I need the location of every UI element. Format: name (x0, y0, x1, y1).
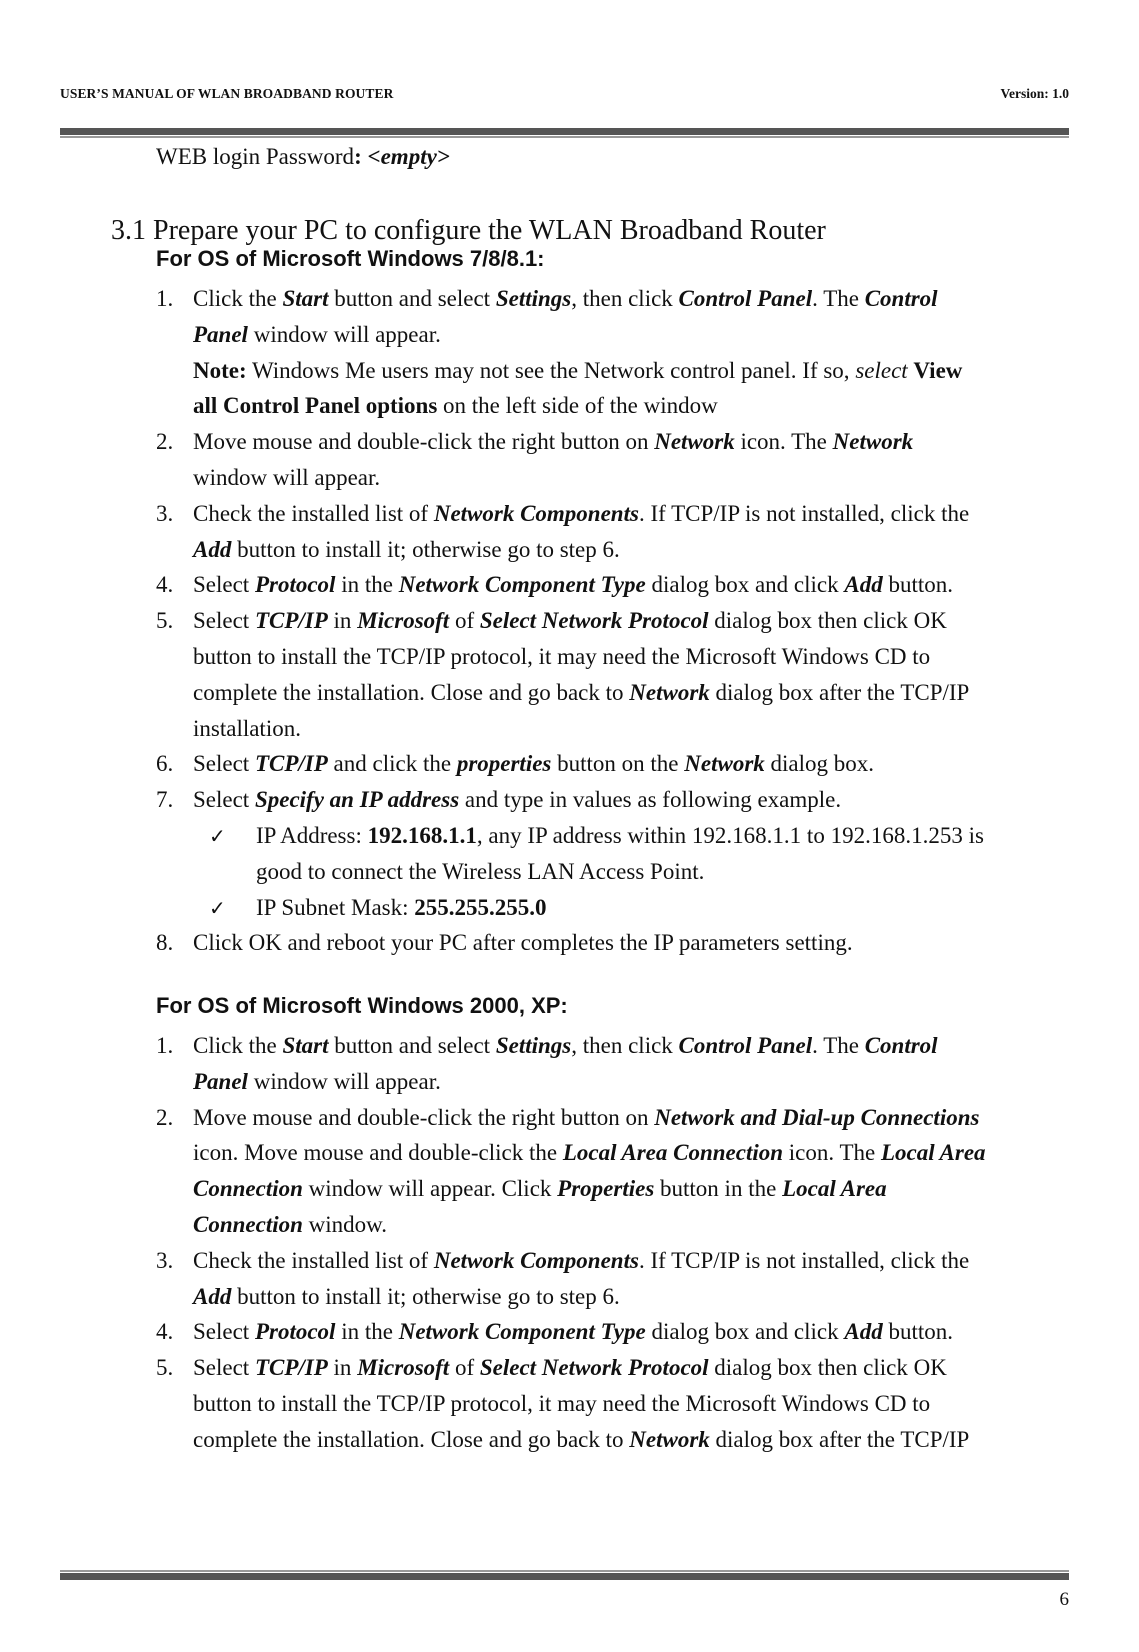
text-run: Windows Me users may not see the Network control panel. If so, (246, 357, 856, 383)
login-password-line (156, 144, 450, 170)
text-run: Panel (193, 1068, 248, 1094)
text-run: and type in values as following example. (459, 787, 842, 813)
step-line (193, 393, 718, 419)
step-line (193, 787, 841, 813)
text-run: . If TCP/IP is not installed, click the (638, 500, 970, 526)
text-run: . The (812, 1033, 865, 1058)
text-run: Local Area (782, 1176, 887, 1202)
text-run: complete the installation. Close and go back to (193, 1426, 630, 1452)
text-run: TCP/IP (254, 608, 328, 634)
text-run: icon. The (734, 429, 833, 455)
step-line (193, 1248, 969, 1274)
text-run: Network Component Type (398, 1319, 646, 1345)
text-run: window will appear. (193, 465, 381, 490)
step-number: 7. (156, 787, 174, 813)
step-line (193, 1140, 986, 1166)
step-number: 5. (156, 608, 174, 634)
text-run: button. (882, 1319, 954, 1345)
step-line (193, 1105, 979, 1131)
text-run: in (327, 608, 358, 634)
text-run: and click the (327, 751, 457, 777)
text-run: window will appear. (247, 321, 441, 347)
step-line (193, 930, 853, 956)
header-title: USER’S MANUAL OF WLAN BROADBAND ROUTER (60, 86, 394, 101)
text-run: dialog box then click OK (708, 608, 947, 634)
text-run: Network (832, 429, 914, 455)
text-run: button to install the TCP/IP protocol, it may need the Microsoft Windows CD to (193, 1391, 931, 1416)
step-line (193, 1355, 947, 1381)
page-header (60, 86, 1069, 106)
text-run: select (855, 357, 908, 383)
bullet-line (256, 895, 547, 921)
text-run: Select (193, 1355, 255, 1381)
text-run: Network (629, 679, 710, 705)
step-line (193, 1391, 930, 1417)
text-run: Click OK and reboot your PC after completes the IP parameters setting. (193, 930, 853, 956)
text-run: of (449, 608, 480, 634)
text-run: Network Component Type (398, 572, 646, 598)
text-run: button and select (328, 286, 496, 311)
text-run: icon. The (783, 1140, 881, 1166)
step-line (193, 644, 930, 670)
text-run: Check the installed list of (193, 1247, 434, 1273)
step-number: 1. (156, 1033, 174, 1058)
step-line (193, 501, 969, 527)
login-value: <empty> (367, 144, 450, 169)
step-line (193, 751, 874, 777)
text-run: Move mouse and double-click the right button on (193, 429, 655, 455)
win2000-heading: For OS of Microsoft Windows 2000, XP: (156, 993, 568, 1018)
text-run: Control Panel (678, 1033, 813, 1058)
text-run: Note: (193, 357, 247, 383)
text-run: button in the (654, 1176, 783, 1202)
text-run: Select Network Protocol (479, 1355, 709, 1381)
text-run: Click the (193, 286, 283, 311)
text-run: Protocol (254, 1319, 336, 1345)
step-line (193, 1319, 953, 1345)
step-line (193, 1212, 387, 1238)
step-number: 2. (156, 429, 174, 455)
step-number: 2. (156, 1104, 174, 1130)
text-run: in the (335, 1319, 399, 1345)
text-run: Select (193, 572, 255, 598)
text-run: Add (844, 1319, 883, 1345)
text-run: button to install it; otherwise go to step 6. (231, 536, 620, 562)
win7-heading: For OS of Microsoft Windows 7/8/8.1: (156, 246, 545, 271)
text-run: TCP/IP (254, 1355, 328, 1381)
text-run: dialog box after the TCP/IP (709, 679, 970, 705)
text-run: installation. (193, 715, 301, 741)
step-line (193, 537, 620, 563)
step-line (193, 429, 913, 455)
text-run: , then click (571, 1033, 679, 1058)
text-run: complete the installation. Close and go back to (193, 679, 630, 705)
step-line (193, 358, 962, 384)
text-run: Network (684, 751, 765, 777)
text-run: good to connect the Wireless LAN Access Point. (256, 858, 705, 884)
bullet-line (256, 823, 984, 849)
text-run: Network (629, 1426, 710, 1452)
checkmark-icon: ✓ (209, 895, 226, 920)
text-run: in the (335, 572, 399, 598)
text-run: Microsoft (357, 608, 450, 634)
text-run: Add (193, 536, 232, 562)
text-run: button on the (551, 751, 685, 777)
login-colon: : (354, 144, 362, 169)
header-rule (60, 128, 1069, 135)
step-line (193, 1069, 441, 1095)
text-run: View (913, 357, 963, 383)
step-number: 6. (156, 751, 174, 777)
step-number: 3. (156, 1247, 174, 1273)
text-run: Move mouse and double-click the right button on (193, 1104, 655, 1130)
text-run: button to install it; otherwise go to step 6. (231, 1283, 620, 1309)
text-run: Start (282, 286, 329, 311)
login-label: WEB login Password (156, 144, 355, 169)
text-run: Network Components (433, 500, 639, 526)
text-run: Microsoft (357, 1355, 450, 1381)
text-run: dialog box then click OK (708, 1355, 947, 1381)
text-run: 255.255.255.0 (414, 894, 547, 920)
text-run: dialog box after the TCP/IP (709, 1426, 970, 1452)
step-line (193, 716, 301, 742)
text-run: Select (193, 751, 255, 777)
text-run: Network (654, 429, 735, 455)
text-run: Settings (495, 286, 572, 311)
step-line (193, 1033, 938, 1059)
text-run: dialog box. (764, 751, 875, 777)
text-run: button to install the TCP/IP protocol, it may need the Microsoft Windows CD to (193, 644, 931, 669)
step-number: 4. (156, 1319, 174, 1345)
text-run: Specify an IP address (254, 787, 460, 813)
step-number: 8. (156, 930, 174, 956)
step-line (193, 680, 969, 706)
text-run: Network Components (433, 1247, 639, 1273)
text-run: Select (193, 1319, 255, 1345)
text-run: Local Area (881, 1140, 986, 1166)
step-number: 5. (156, 1355, 174, 1381)
text-run: window. (302, 1212, 388, 1237)
text-run: Select Network Protocol (479, 608, 709, 634)
step-number: 1. (156, 286, 174, 311)
footer-rule (60, 1570, 1069, 1572)
step-line (193, 572, 953, 598)
text-run: Select (193, 608, 255, 634)
step-line (193, 608, 947, 634)
text-run: Network and Dial-up Connections (654, 1104, 980, 1130)
text-run: Connection (193, 1176, 303, 1202)
text-run: all Control Panel options (193, 393, 438, 419)
checkmark-icon: ✓ (209, 824, 226, 848)
text-run: Properties (557, 1176, 655, 1202)
step-line (193, 286, 938, 312)
text-run: Select (193, 787, 255, 813)
section-title: 3.1 Prepare your PC to configure the WLAN Broadband Router (111, 215, 826, 246)
text-run: dialog box and click (645, 572, 845, 598)
text-run: Control (864, 1033, 938, 1058)
header-version: Version: 1.0 (1000, 86, 1069, 101)
text-run: , any IP address within 192.168.1.1 to 192.168.1.253 is (476, 823, 984, 848)
text-run: Check the installed list of (193, 500, 434, 526)
step-line (193, 465, 380, 491)
text-run: . If TCP/IP is not installed, click the (638, 1247, 970, 1273)
text-run: icon. Move mouse and double-click the (193, 1140, 563, 1166)
text-run: IP Address: (256, 823, 368, 848)
text-run: Add (193, 1283, 232, 1309)
text-run: Control Panel (678, 286, 813, 311)
step-line (193, 1427, 969, 1453)
text-run: Click the (193, 1033, 283, 1058)
text-run: Local Area Connection (562, 1140, 784, 1166)
step-number: 3. (156, 500, 174, 526)
text-run: TCP/IP (254, 751, 328, 777)
text-run: Start (282, 1033, 329, 1058)
step-line (193, 322, 441, 348)
text-run: Panel (193, 321, 248, 347)
step-line (193, 1284, 620, 1310)
text-run: window will appear. Click (302, 1176, 558, 1202)
text-run: of (449, 1355, 480, 1381)
text-run: IP Subnet Mask: (256, 894, 415, 920)
text-run: Protocol (254, 572, 336, 598)
text-run: Connection (193, 1212, 303, 1237)
text-run: window will appear. (247, 1068, 441, 1094)
text-run: dialog box and click (645, 1319, 845, 1345)
text-run: on the left side of the window (437, 393, 718, 419)
text-run: . The (812, 286, 865, 311)
text-run: properties (456, 751, 552, 777)
text-run: Add (844, 572, 883, 598)
text-run: button and select (328, 1033, 496, 1058)
step-line (193, 1176, 887, 1202)
page-number: 6 (1059, 1589, 1069, 1610)
text-run: Settings (495, 1033, 572, 1058)
text-run: 192.168.1.1 (367, 823, 477, 848)
text-run: button. (882, 572, 954, 598)
text-run: , then click (571, 286, 679, 311)
text-run: Control (864, 286, 938, 311)
bullet-line (256, 859, 704, 885)
step-number: 4. (156, 572, 174, 598)
text-run: in (327, 1355, 358, 1381)
